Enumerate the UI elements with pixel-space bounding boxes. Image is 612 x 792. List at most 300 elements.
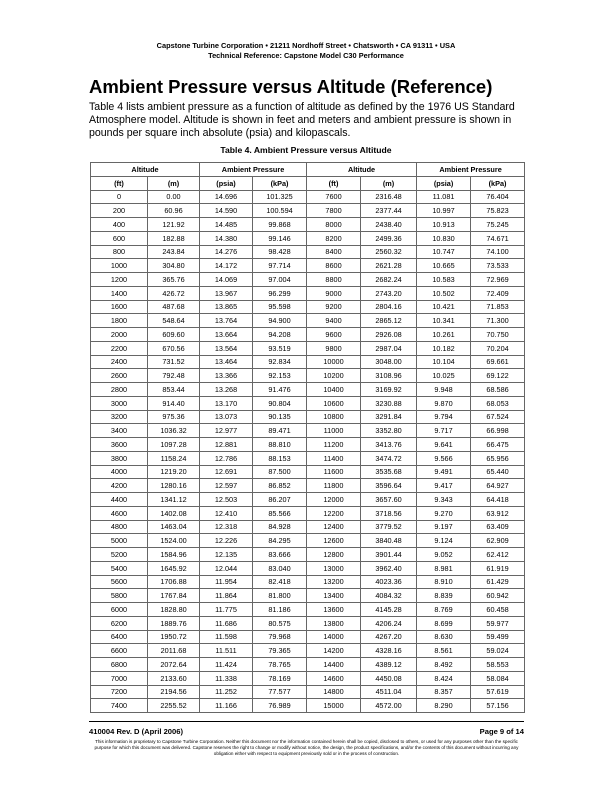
table-cell: 6600 <box>91 644 148 658</box>
table-row <box>91 616 525 630</box>
table-cell: 12.044 <box>200 561 253 575</box>
table-cell: 11400 <box>307 451 361 465</box>
table-cell: 80.575 <box>253 616 307 630</box>
table-cell: 6000 <box>91 603 148 617</box>
table-cell: 2682.24 <box>361 273 417 287</box>
table-cell: 101.325 <box>253 190 307 204</box>
table-cell: 11.864 <box>200 589 253 603</box>
table-row <box>91 273 525 287</box>
table-cell: 3901.44 <box>361 548 417 562</box>
table-cell: 12.881 <box>200 438 253 452</box>
table-cell: 75.245 <box>471 218 525 232</box>
table-cell: 74.100 <box>471 245 525 259</box>
pressure-altitude-table <box>90 162 525 713</box>
table-cell: 74.671 <box>471 231 525 245</box>
table-caption: Table 4. Ambient Pressure versus Altitude <box>220 145 392 155</box>
table-cell: 426.72 <box>148 286 200 300</box>
table-row <box>91 438 525 452</box>
table-cell: 70.204 <box>471 341 525 355</box>
table-cell: 66.475 <box>471 438 525 452</box>
table-cell: 71.853 <box>471 300 525 314</box>
table-cell: 1767.84 <box>148 589 200 603</box>
table-cell: 2377.44 <box>361 204 417 218</box>
table-cell: 4267.20 <box>361 630 417 644</box>
table-row <box>91 658 525 672</box>
table-cell: 4200 <box>91 479 148 493</box>
table-row <box>91 355 525 369</box>
table-cell: 2926.08 <box>361 328 417 342</box>
table-cell: 11.338 <box>200 671 253 685</box>
table-cell: 4328.16 <box>361 644 417 658</box>
table-cell: 13.366 <box>200 369 253 383</box>
table-cell: 11.511 <box>200 644 253 658</box>
table-cell: 792.48 <box>148 369 200 383</box>
table-cell: 8.290 <box>417 699 471 713</box>
table-cell: 1280.16 <box>148 479 200 493</box>
footer-doc-id: 410004 Rev. D (April 2006) <box>89 727 183 736</box>
table-cell: 3474.72 <box>361 451 417 465</box>
table-cell: 93.519 <box>253 341 307 355</box>
unit-header: (m) <box>148 176 200 190</box>
table-cell: 64.927 <box>471 479 525 493</box>
table-cell: 92.834 <box>253 355 307 369</box>
table-cell: 1463.04 <box>148 520 200 534</box>
table-cell: 9.566 <box>417 451 471 465</box>
table-cell: 65.956 <box>471 451 525 465</box>
page-header <box>0 41 612 61</box>
table-cell: 12.977 <box>200 424 253 438</box>
table-cell: 13600 <box>307 603 361 617</box>
table-cell: 99.146 <box>253 231 307 245</box>
table-cell: 9400 <box>307 314 361 328</box>
table-cell: 75.823 <box>471 204 525 218</box>
table-row <box>91 520 525 534</box>
table-cell: 4511.04 <box>361 685 417 699</box>
table-cell: 3779.52 <box>361 520 417 534</box>
table-cell: 10.261 <box>417 328 471 342</box>
table-cell: 72.969 <box>471 273 525 287</box>
table-cell: 7600 <box>307 190 361 204</box>
table-cell: 10.747 <box>417 245 471 259</box>
table-cell: 10000 <box>307 355 361 369</box>
table-row <box>91 493 525 507</box>
table-cell: 10.502 <box>417 286 471 300</box>
table-row <box>91 218 525 232</box>
footer-divider <box>89 721 524 722</box>
footer-disclaimer: This information is proprietary to Capstone Turbine Corporation. Neither this document nor the information contained herein shall be copied, disclosed to others, or used for any purposes other than the specific purpose for which this document was delivered. Capstone reserves the right to change or modify without notice, the design, the product specifications, and/or the contents of this document without incurring any obligation either with respect to equipment previously sold or in the process of construction. <box>94 739 519 756</box>
table-row <box>91 369 525 383</box>
table-cell: 14200 <box>307 644 361 658</box>
table-cell: 9.343 <box>417 493 471 507</box>
table-cell: 81.800 <box>253 589 307 603</box>
table-row <box>91 341 525 355</box>
table-cell: 400 <box>91 218 148 232</box>
table-cell: 2316.48 <box>361 190 417 204</box>
table-cell: 76.989 <box>253 699 307 713</box>
table-cell: 71.300 <box>471 314 525 328</box>
table-cell: 13.464 <box>200 355 253 369</box>
table-cell: 63.409 <box>471 520 525 534</box>
table-cell: 8400 <box>307 245 361 259</box>
table-cell: 10.913 <box>417 218 471 232</box>
intro-paragraph: Table 4 lists ambient pressure as a function of altitude as defined by the 1976 US Standard Atmosphere model. Altitude is shown in feet and meters and ambient pressure is shown in pounds per square inch absolute (psia) and kilopascals. <box>89 101 515 140</box>
table-cell: 58.553 <box>471 658 525 672</box>
table-cell: 63.912 <box>471 506 525 520</box>
table-cell: 60.458 <box>471 603 525 617</box>
table-cell: 10800 <box>307 410 361 424</box>
table-cell: 4400 <box>91 493 148 507</box>
table-cell: 94.208 <box>253 328 307 342</box>
table-cell: 2133.60 <box>148 671 200 685</box>
table-cell: 9.717 <box>417 424 471 438</box>
table-cell: 14.485 <box>200 218 253 232</box>
table-cell: 11.775 <box>200 603 253 617</box>
group-header: Ambient Pressure <box>200 163 307 177</box>
table-cell: 95.598 <box>253 300 307 314</box>
table-cell: 548.64 <box>148 314 200 328</box>
table-cell: 82.418 <box>253 575 307 589</box>
table-cell: 1645.92 <box>148 561 200 575</box>
table-cell: 78.169 <box>253 671 307 685</box>
table-cell: 1584.96 <box>148 548 200 562</box>
table-cell: 79.365 <box>253 644 307 658</box>
table-cell: 68.586 <box>471 383 525 397</box>
table-cell: 12600 <box>307 534 361 548</box>
table-cell: 121.92 <box>148 218 200 232</box>
table-cell: 8000 <box>307 218 361 232</box>
group-header: Ambient Pressure <box>417 163 525 177</box>
table-cell: 14.590 <box>200 204 253 218</box>
table-cell: 3800 <box>91 451 148 465</box>
table-cell: 77.577 <box>253 685 307 699</box>
table-cell: 10200 <box>307 369 361 383</box>
table-cell: 87.500 <box>253 465 307 479</box>
table-cell: 12000 <box>307 493 361 507</box>
table-cell: 5400 <box>91 561 148 575</box>
table-cell: 10.665 <box>417 259 471 273</box>
table-cell: 81.186 <box>253 603 307 617</box>
table-cell: 9000 <box>307 286 361 300</box>
table-cell: 8.699 <box>417 616 471 630</box>
table-cell: 10.583 <box>417 273 471 287</box>
table-row <box>91 603 525 617</box>
table-cell: 9.124 <box>417 534 471 548</box>
table-cell: 2621.28 <box>361 259 417 273</box>
table-cell: 200 <box>91 204 148 218</box>
table-cell: 7800 <box>307 204 361 218</box>
table-cell: 8.357 <box>417 685 471 699</box>
table-cell: 11.166 <box>200 699 253 713</box>
table-cell: 14.069 <box>200 273 253 287</box>
table-cell: 609.60 <box>148 328 200 342</box>
table-cell: 9.641 <box>417 438 471 452</box>
group-header: Altitude <box>91 163 200 177</box>
table-cell: 92.153 <box>253 369 307 383</box>
table-cell: 3535.68 <box>361 465 417 479</box>
table-cell: 64.418 <box>471 493 525 507</box>
table-cell: 243.84 <box>148 245 200 259</box>
table-cell: 59.499 <box>471 630 525 644</box>
table-cell: 13.664 <box>200 328 253 342</box>
table-cell: 2400 <box>91 355 148 369</box>
table-cell: 4206.24 <box>361 616 417 630</box>
table-cell: 10600 <box>307 396 361 410</box>
table-row <box>91 671 525 685</box>
table-row <box>91 300 525 314</box>
table-cell: 5000 <box>91 534 148 548</box>
table-cell: 3657.60 <box>361 493 417 507</box>
table-cell: 3352.80 <box>361 424 417 438</box>
table-cell: 9.052 <box>417 548 471 562</box>
table-cell: 1800 <box>91 314 148 328</box>
table-cell: 3840.48 <box>361 534 417 548</box>
table-cell: 9.417 <box>417 479 471 493</box>
table-cell: 66.998 <box>471 424 525 438</box>
table-cell: 975.36 <box>148 410 200 424</box>
table-cell: 3048.00 <box>361 355 417 369</box>
table-cell: 4600 <box>91 506 148 520</box>
table-cell: 1950.72 <box>148 630 200 644</box>
table-cell: 61.429 <box>471 575 525 589</box>
unit-header: (kPa) <box>471 176 525 190</box>
table-cell: 57.156 <box>471 699 525 713</box>
table-row <box>91 479 525 493</box>
table-cell: 11.686 <box>200 616 253 630</box>
table-cell: 731.52 <box>148 355 200 369</box>
table-cell: 3962.40 <box>361 561 417 575</box>
table-cell: 11.081 <box>417 190 471 204</box>
table-cell: 12.318 <box>200 520 253 534</box>
table-cell: 13400 <box>307 589 361 603</box>
table-cell: 86.207 <box>253 493 307 507</box>
table-cell: 1524.00 <box>148 534 200 548</box>
table-cell: 1036.32 <box>148 424 200 438</box>
table-cell: 6200 <box>91 616 148 630</box>
table-cell: 12.786 <box>200 451 253 465</box>
table-cell: 85.566 <box>253 506 307 520</box>
table-cell: 2743.20 <box>361 286 417 300</box>
table-cell: 97.004 <box>253 273 307 287</box>
table-cell: 3600 <box>91 438 148 452</box>
table-cell: 2255.52 <box>148 699 200 713</box>
table-row <box>91 328 525 342</box>
table-cell: 88.153 <box>253 451 307 465</box>
unit-header: (m) <box>361 176 417 190</box>
table-cell: 3400 <box>91 424 148 438</box>
table-cell: 1400 <box>91 286 148 300</box>
table-cell: 8.630 <box>417 630 471 644</box>
table-cell: 2438.40 <box>361 218 417 232</box>
table-cell: 13200 <box>307 575 361 589</box>
table-cell: 83.666 <box>253 548 307 562</box>
table-cell: 9600 <box>307 328 361 342</box>
table-row <box>91 451 525 465</box>
table-cell: 853.44 <box>148 383 200 397</box>
table-cell: 11200 <box>307 438 361 452</box>
table-cell: 10.341 <box>417 314 471 328</box>
section-title: Ambient Pressure versus Altitude (Reference) <box>89 76 493 97</box>
table-cell: 4084.32 <box>361 589 417 603</box>
table-cell: 8.839 <box>417 589 471 603</box>
table-cell: 60.942 <box>471 589 525 603</box>
table-cell: 182.88 <box>148 231 200 245</box>
table-cell: 1200 <box>91 273 148 287</box>
table-cell: 13.564 <box>200 341 253 355</box>
table-cell: 1097.28 <box>148 438 200 452</box>
table-cell: 1219.20 <box>148 465 200 479</box>
unit-header: (ft) <box>307 176 361 190</box>
table-cell: 10400 <box>307 383 361 397</box>
table-cell: 13000 <box>307 561 361 575</box>
table-cell: 60.96 <box>148 204 200 218</box>
unit-header: (kPa) <box>253 176 307 190</box>
table-cell: 670.56 <box>148 341 200 355</box>
table-cell: 3230.88 <box>361 396 417 410</box>
footer-page-number: Page 9 of 14 <box>479 727 524 736</box>
table-cell: 7200 <box>91 685 148 699</box>
table-row <box>91 589 525 603</box>
table-cell: 7000 <box>91 671 148 685</box>
table-cell: 4145.28 <box>361 603 417 617</box>
table-cell: 11.424 <box>200 658 253 672</box>
table-row <box>91 644 525 658</box>
table-cell: 11600 <box>307 465 361 479</box>
table-cell: 2800 <box>91 383 148 397</box>
table-row <box>91 685 525 699</box>
table-cell: 9.870 <box>417 396 471 410</box>
table-cell: 0.00 <box>148 190 200 204</box>
table-cell: 11800 <box>307 479 361 493</box>
table-cell: 8.492 <box>417 658 471 672</box>
table-cell: 94.900 <box>253 314 307 328</box>
table-cell: 73.533 <box>471 259 525 273</box>
table-cell: 83.040 <box>253 561 307 575</box>
table-cell: 59.977 <box>471 616 525 630</box>
table-cell: 70.750 <box>471 328 525 342</box>
table-cell: 6400 <box>91 630 148 644</box>
table-cell: 9.270 <box>417 506 471 520</box>
table-row <box>91 575 525 589</box>
table-cell: 10.830 <box>417 231 471 245</box>
table-cell: 14800 <box>307 685 361 699</box>
table-cell: 98.428 <box>253 245 307 259</box>
table-cell: 12.597 <box>200 479 253 493</box>
table-cell: 600 <box>91 231 148 245</box>
table-cell: 11.252 <box>200 685 253 699</box>
header-address: Capstone Turbine Corporation • 21211 Nordhoff Street • Chatsworth • CA 91311 • USA <box>156 41 456 50</box>
table-row <box>91 314 525 328</box>
table-cell: 2200 <box>91 341 148 355</box>
table-row <box>91 506 525 520</box>
table-cell: 1706.88 <box>148 575 200 589</box>
table-cell: 2011.68 <box>148 644 200 658</box>
table-cell: 12.691 <box>200 465 253 479</box>
table-cell: 8600 <box>307 259 361 273</box>
table-row <box>91 396 525 410</box>
table-cell: 487.68 <box>148 300 200 314</box>
table-cell: 10.182 <box>417 341 471 355</box>
table-cell: 100.594 <box>253 204 307 218</box>
table-cell: 3000 <box>91 396 148 410</box>
table-row <box>91 231 525 245</box>
table-cell: 3718.56 <box>361 506 417 520</box>
table-cell: 365.76 <box>148 273 200 287</box>
table-cell: 76.404 <box>471 190 525 204</box>
table-cell: 8200 <box>307 231 361 245</box>
table-row <box>91 630 525 644</box>
table-cell: 9.794 <box>417 410 471 424</box>
table-cell: 2194.56 <box>148 685 200 699</box>
table-cell: 2499.36 <box>361 231 417 245</box>
table-cell: 8.769 <box>417 603 471 617</box>
table-cell: 2865.12 <box>361 314 417 328</box>
table-row <box>91 410 525 424</box>
table-cell: 65.440 <box>471 465 525 479</box>
table-cell: 9.197 <box>417 520 471 534</box>
table-cell: 5600 <box>91 575 148 589</box>
table-cell: 84.928 <box>253 520 307 534</box>
table-cell: 8.561 <box>417 644 471 658</box>
table-cell: 88.810 <box>253 438 307 452</box>
table-row <box>91 699 525 713</box>
table-row <box>91 204 525 218</box>
table-cell: 5200 <box>91 548 148 562</box>
table-cell: 1158.24 <box>148 451 200 465</box>
table-cell: 6800 <box>91 658 148 672</box>
table-cell: 14.276 <box>200 245 253 259</box>
group-header: Altitude <box>307 163 417 177</box>
table-cell: 57.619 <box>471 685 525 699</box>
table-cell: 10.997 <box>417 204 471 218</box>
table-cell: 86.852 <box>253 479 307 493</box>
table-cell: 12400 <box>307 520 361 534</box>
table-cell: 68.053 <box>471 396 525 410</box>
table-cell: 69.661 <box>471 355 525 369</box>
table-cell: 8.424 <box>417 671 471 685</box>
table-cell: 99.868 <box>253 218 307 232</box>
table-cell: 4800 <box>91 520 148 534</box>
unit-header: (psia) <box>200 176 253 190</box>
table-cell: 62.412 <box>471 548 525 562</box>
table-cell: 800 <box>91 245 148 259</box>
table-cell: 1889.76 <box>148 616 200 630</box>
table-cell: 13.268 <box>200 383 253 397</box>
table-cell: 62.909 <box>471 534 525 548</box>
table-cell: 3413.76 <box>361 438 417 452</box>
table-cell: 4023.36 <box>361 575 417 589</box>
table-row <box>91 383 525 397</box>
table-cell: 13.865 <box>200 300 253 314</box>
table-cell: 4389.12 <box>361 658 417 672</box>
table-cell: 14600 <box>307 671 361 685</box>
group-header-row <box>91 163 525 177</box>
table-cell: 4000 <box>91 465 148 479</box>
table-cell: 13.073 <box>200 410 253 424</box>
table-cell: 58.084 <box>471 671 525 685</box>
table-cell: 3596.64 <box>361 479 417 493</box>
table-cell: 14000 <box>307 630 361 644</box>
table-cell: 14.696 <box>200 190 253 204</box>
unit-header: (ft) <box>91 176 148 190</box>
table-row <box>91 259 525 273</box>
table-cell: 14.380 <box>200 231 253 245</box>
table-cell: 3200 <box>91 410 148 424</box>
table-cell: 10.025 <box>417 369 471 383</box>
table-cell: 8.910 <box>417 575 471 589</box>
table-cell: 1828.80 <box>148 603 200 617</box>
table-cell: 14400 <box>307 658 361 672</box>
table-cell: 9800 <box>307 341 361 355</box>
